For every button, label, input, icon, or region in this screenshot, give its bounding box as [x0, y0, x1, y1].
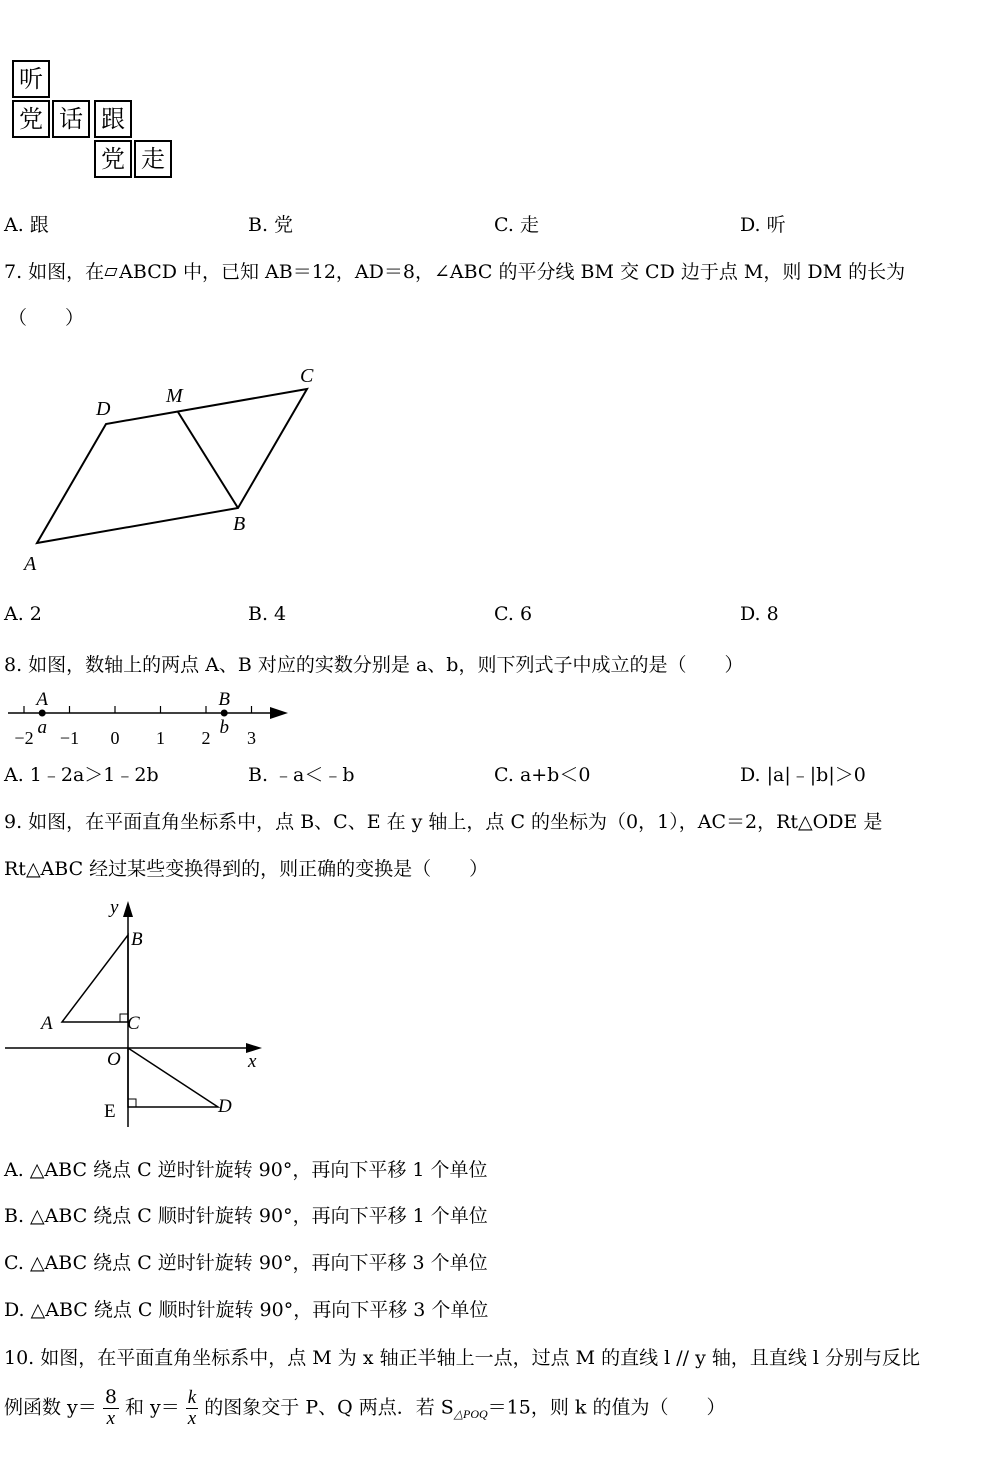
- q8-option-a: A. 1﹣2a＞1﹣2b: [4, 764, 159, 786]
- q9-option-b: B. △ABC 绕点 C 顺时针旋转 90°，再向下平移 1 个单位: [4, 1205, 488, 1227]
- net-cell: 听: [12, 60, 50, 98]
- coordinate-figure: [0, 895, 275, 1135]
- q9-question-line1: 9. 如图，在平面直角坐标系中，点 B、C、E 在 y 轴上，点 C 的坐标为（0，1），AC＝2，Rt△ODE 是: [4, 811, 883, 833]
- point-label-b: B: [218, 689, 231, 710]
- triangle-abc: [62, 935, 128, 1022]
- label-y: y: [110, 897, 119, 918]
- q7-option-c: C. 6: [494, 603, 533, 625]
- y-axis-arrow: [123, 901, 133, 917]
- tick-label: 2: [201, 728, 211, 747]
- fraction-denominator: x: [106, 1407, 116, 1429]
- q7-option-d: D. 8: [740, 603, 779, 625]
- tick-label: −2: [14, 728, 34, 747]
- label-d: D: [218, 1096, 232, 1117]
- axis-arrow: [270, 707, 288, 719]
- value-label-b: b: [219, 717, 229, 738]
- q7-text: ABCD 中，已知 AB＝12，AD＝8，∠ABC 的平分线 BM 交 CD 边于点 M，则 DM 的长为: [119, 261, 906, 283]
- net-cell: 话: [52, 100, 90, 138]
- q7-option-b: B. 4: [248, 603, 287, 625]
- q10-question-line1: 10. 如图，在平面直角坐标系中，点 M 为 x 轴正半轴上一点，过点 M 的直线 l // y 轴，且直线 l 分别与反比: [4, 1347, 921, 1369]
- q9-option-d: D. △ABC 绕点 C 顺时针旋转 90°，再向下平移 3 个单位: [4, 1299, 489, 1321]
- tick-label: 0: [110, 728, 120, 747]
- parallelogram-icon: [105, 268, 118, 276]
- q10-text-mid: 和 y＝: [124, 1396, 180, 1419]
- q6-option-d: D. 听: [740, 214, 786, 236]
- net-cell: 党: [12, 100, 50, 138]
- triangle-ode: [128, 1048, 218, 1107]
- tick-label: 1: [156, 728, 165, 747]
- label-c: C: [300, 365, 314, 387]
- point-b: [221, 710, 228, 717]
- q6-option-a: A. 跟: [4, 214, 49, 236]
- q7-question: [4, 257, 905, 284]
- value-label-a: a: [37, 717, 47, 738]
- right-angle-e: [128, 1099, 136, 1107]
- q9-option-a: A. △ABC 绕点 C 逆时针旋转 90°，再向下平移 1 个单位: [4, 1159, 488, 1181]
- tick-label: 3: [247, 728, 256, 747]
- fraction-denominator: x: [187, 1407, 197, 1429]
- number-line: [0, 685, 300, 747]
- fraction-8-over-x: [103, 1388, 119, 1429]
- label-c: C: [127, 1013, 140, 1034]
- fraction-numerator: k: [187, 1387, 197, 1408]
- q10-text-pre: 例函数 y＝: [4, 1396, 97, 1419]
- q7-option-a: A. 2: [4, 603, 42, 625]
- segment-bm: [178, 412, 238, 508]
- label-a: A: [24, 553, 37, 575]
- q8-option-d: D. |a|﹣|b|＞0: [740, 764, 866, 786]
- q10-text-post: 的图象交于 P、Q 两点．若 S: [204, 1396, 454, 1419]
- q6-option-b: B. 党: [248, 214, 294, 236]
- q9-question-line2: Rt△ABC 经过某些变换得到的，则正确的变换是（ ）: [4, 858, 489, 880]
- q6-option-c: C. 走: [494, 214, 539, 236]
- tick-label: −1: [59, 728, 80, 747]
- fraction-numerator: 8: [104, 1386, 117, 1408]
- point-label-a: A: [36, 689, 49, 710]
- q8-option-c: C. a+b＜0: [494, 764, 591, 786]
- q8-option-b: B. ﹣a＜﹣b: [248, 764, 355, 786]
- label-m: M: [166, 385, 183, 407]
- parallelogram-abcd: [37, 389, 307, 543]
- net-cell: 走: [134, 140, 172, 178]
- net-cell: 跟: [94, 100, 132, 138]
- parallelogram-figure: [20, 360, 330, 575]
- label-d: D: [96, 398, 111, 420]
- q10-question-line2: [4, 1388, 725, 1429]
- q8-question: 8. 如图，数轴上的两点 A、B 对应的实数分别是 a、b，则下列式子中成立的是（ ）: [4, 654, 744, 676]
- q9-option-c: C. △ABC 绕点 C 逆时针旋转 90°，再向下平移 3 个单位: [4, 1252, 488, 1274]
- point-a: [39, 710, 46, 717]
- label-b: B: [233, 513, 246, 535]
- label-b: B: [131, 929, 143, 950]
- label-e: E: [104, 1101, 116, 1122]
- fraction-k-over-x: [186, 1388, 198, 1429]
- label-o: O: [107, 1049, 121, 1070]
- area-subscript: △POQ: [453, 1407, 488, 1422]
- net-cell: 党: [94, 140, 132, 178]
- q10-text-end: ＝15，则 k 的值为（ ）: [487, 1396, 726, 1419]
- label-a: A: [41, 1013, 53, 1034]
- q7-prefix: 7. 如图，在: [4, 261, 105, 283]
- q7-paren: （ ）: [8, 307, 85, 329]
- label-x: x: [248, 1051, 257, 1072]
